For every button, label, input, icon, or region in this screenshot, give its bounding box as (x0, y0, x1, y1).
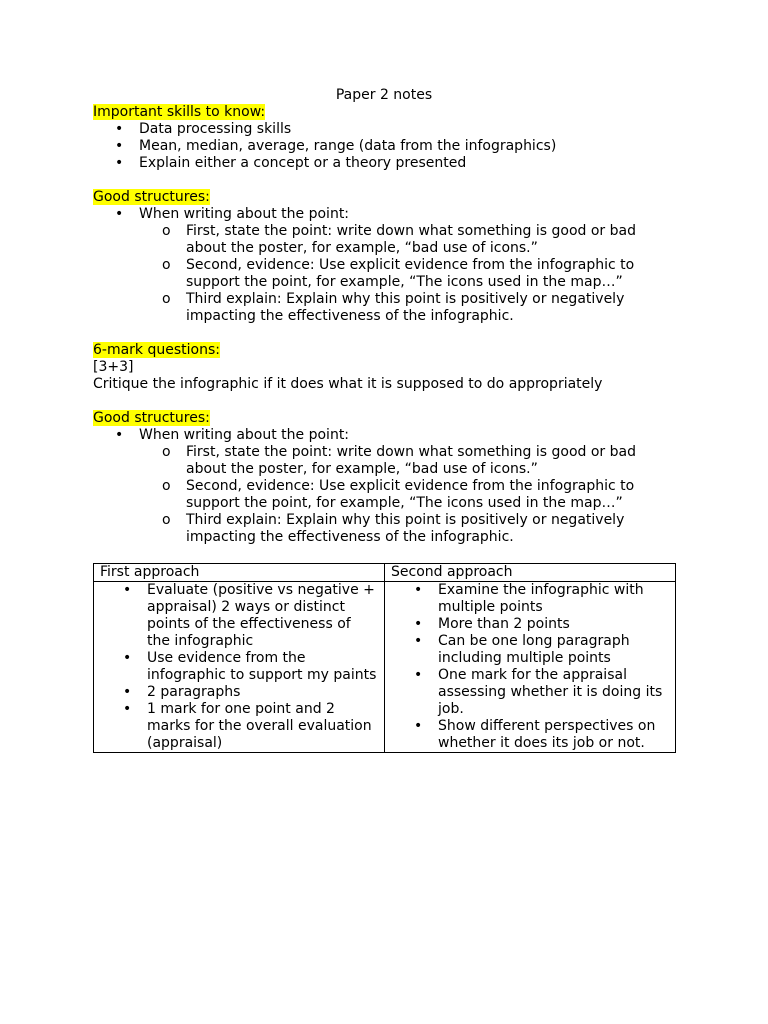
structures-list-2 (93, 427, 675, 444)
list-item: o First, state the point: write down what something is good or bad about the poster, for example, “bad use of icons.” (93, 223, 675, 257)
structures-heading-line (93, 189, 675, 206)
list-item: o Third explain: Explain why this point is positively or negatively impacting the effectiveness of the infographic. (93, 512, 675, 546)
structures-heading-2-line (93, 410, 675, 427)
list-item: o Second, evidence: Use explicit evidence from the infographic to support the point, for example, “The icons used in the map…” (93, 257, 675, 291)
table-row (94, 582, 676, 753)
list-item: • Explain either a concept or a theory presented (93, 155, 675, 172)
first-approach-cell (94, 582, 385, 753)
list-item: • Can be one long paragraph including multiple points (391, 633, 669, 667)
list-item: • One mark for the appraisal assessing whether it is doing its job. (391, 667, 669, 718)
first-approach-list (100, 582, 378, 752)
list-item: • Mean, median, average, range (data from the infographics) (93, 138, 675, 155)
list-item: • Show different perspectives on whether it does its job or not. (391, 718, 669, 752)
spacer (93, 393, 675, 410)
list-item: • More than 2 points (391, 616, 669, 633)
list-item: • 1 mark for one point and 2 marks for the overall evaluation (appraisal) (100, 701, 378, 752)
structures-heading-2: Good structures: (93, 410, 210, 426)
spacer (93, 325, 675, 342)
six-mark-description: Critique the infographic if it does what it is supposed to do appropriately (93, 376, 603, 392)
skills-heading-line (93, 104, 675, 121)
structures-list (93, 206, 675, 223)
structures-sublist-2 (93, 444, 675, 546)
list-item (93, 206, 675, 223)
list-item: • Evaluate (positive vs negative + appraisal) 2 ways or distinct points of the effectiveness of the infographic (100, 582, 378, 650)
list-item (93, 427, 675, 444)
structures-sublist (93, 223, 675, 325)
skills-heading: Important skills to know: (93, 104, 266, 120)
list-item: • Use evidence from the infographic to support my paints (100, 650, 378, 684)
table-header-second: Second approach (385, 564, 676, 582)
list-item: o First, state the point: write down what something is good or bad about the poster, for example, “bad use of icons.” (93, 444, 675, 478)
table-header-row (94, 564, 676, 582)
skills-list (93, 121, 675, 172)
second-approach-cell (385, 582, 676, 753)
list-item: • 2 paragraphs (100, 684, 378, 701)
approach-table (93, 563, 676, 753)
structures-heading: Good structures: (93, 189, 210, 205)
structures-lead: When writing about the point: (139, 206, 350, 222)
six-mark-heading-line (93, 342, 675, 359)
second-approach-list (391, 582, 669, 752)
spacer (93, 172, 675, 189)
six-mark-marks: [3+3] (93, 359, 134, 375)
list-item: o Third explain: Explain why this point is positively or negatively impacting the effectiveness of the infographic. (93, 291, 675, 325)
page-title: Paper 2 notes (335, 87, 433, 103)
list-item: o Second, evidence: Use explicit evidence from the infographic to support the point, for example, “The icons used in the map…” (93, 478, 675, 512)
table-header-first: First approach (94, 564, 385, 582)
list-item: • Data processing skills (93, 121, 675, 138)
six-mark-heading: 6-mark questions: (93, 342, 220, 358)
document-body (93, 87, 675, 753)
list-item: • Examine the infographic with multiple points (391, 582, 669, 616)
structures-lead-2: When writing about the point: (139, 427, 350, 443)
